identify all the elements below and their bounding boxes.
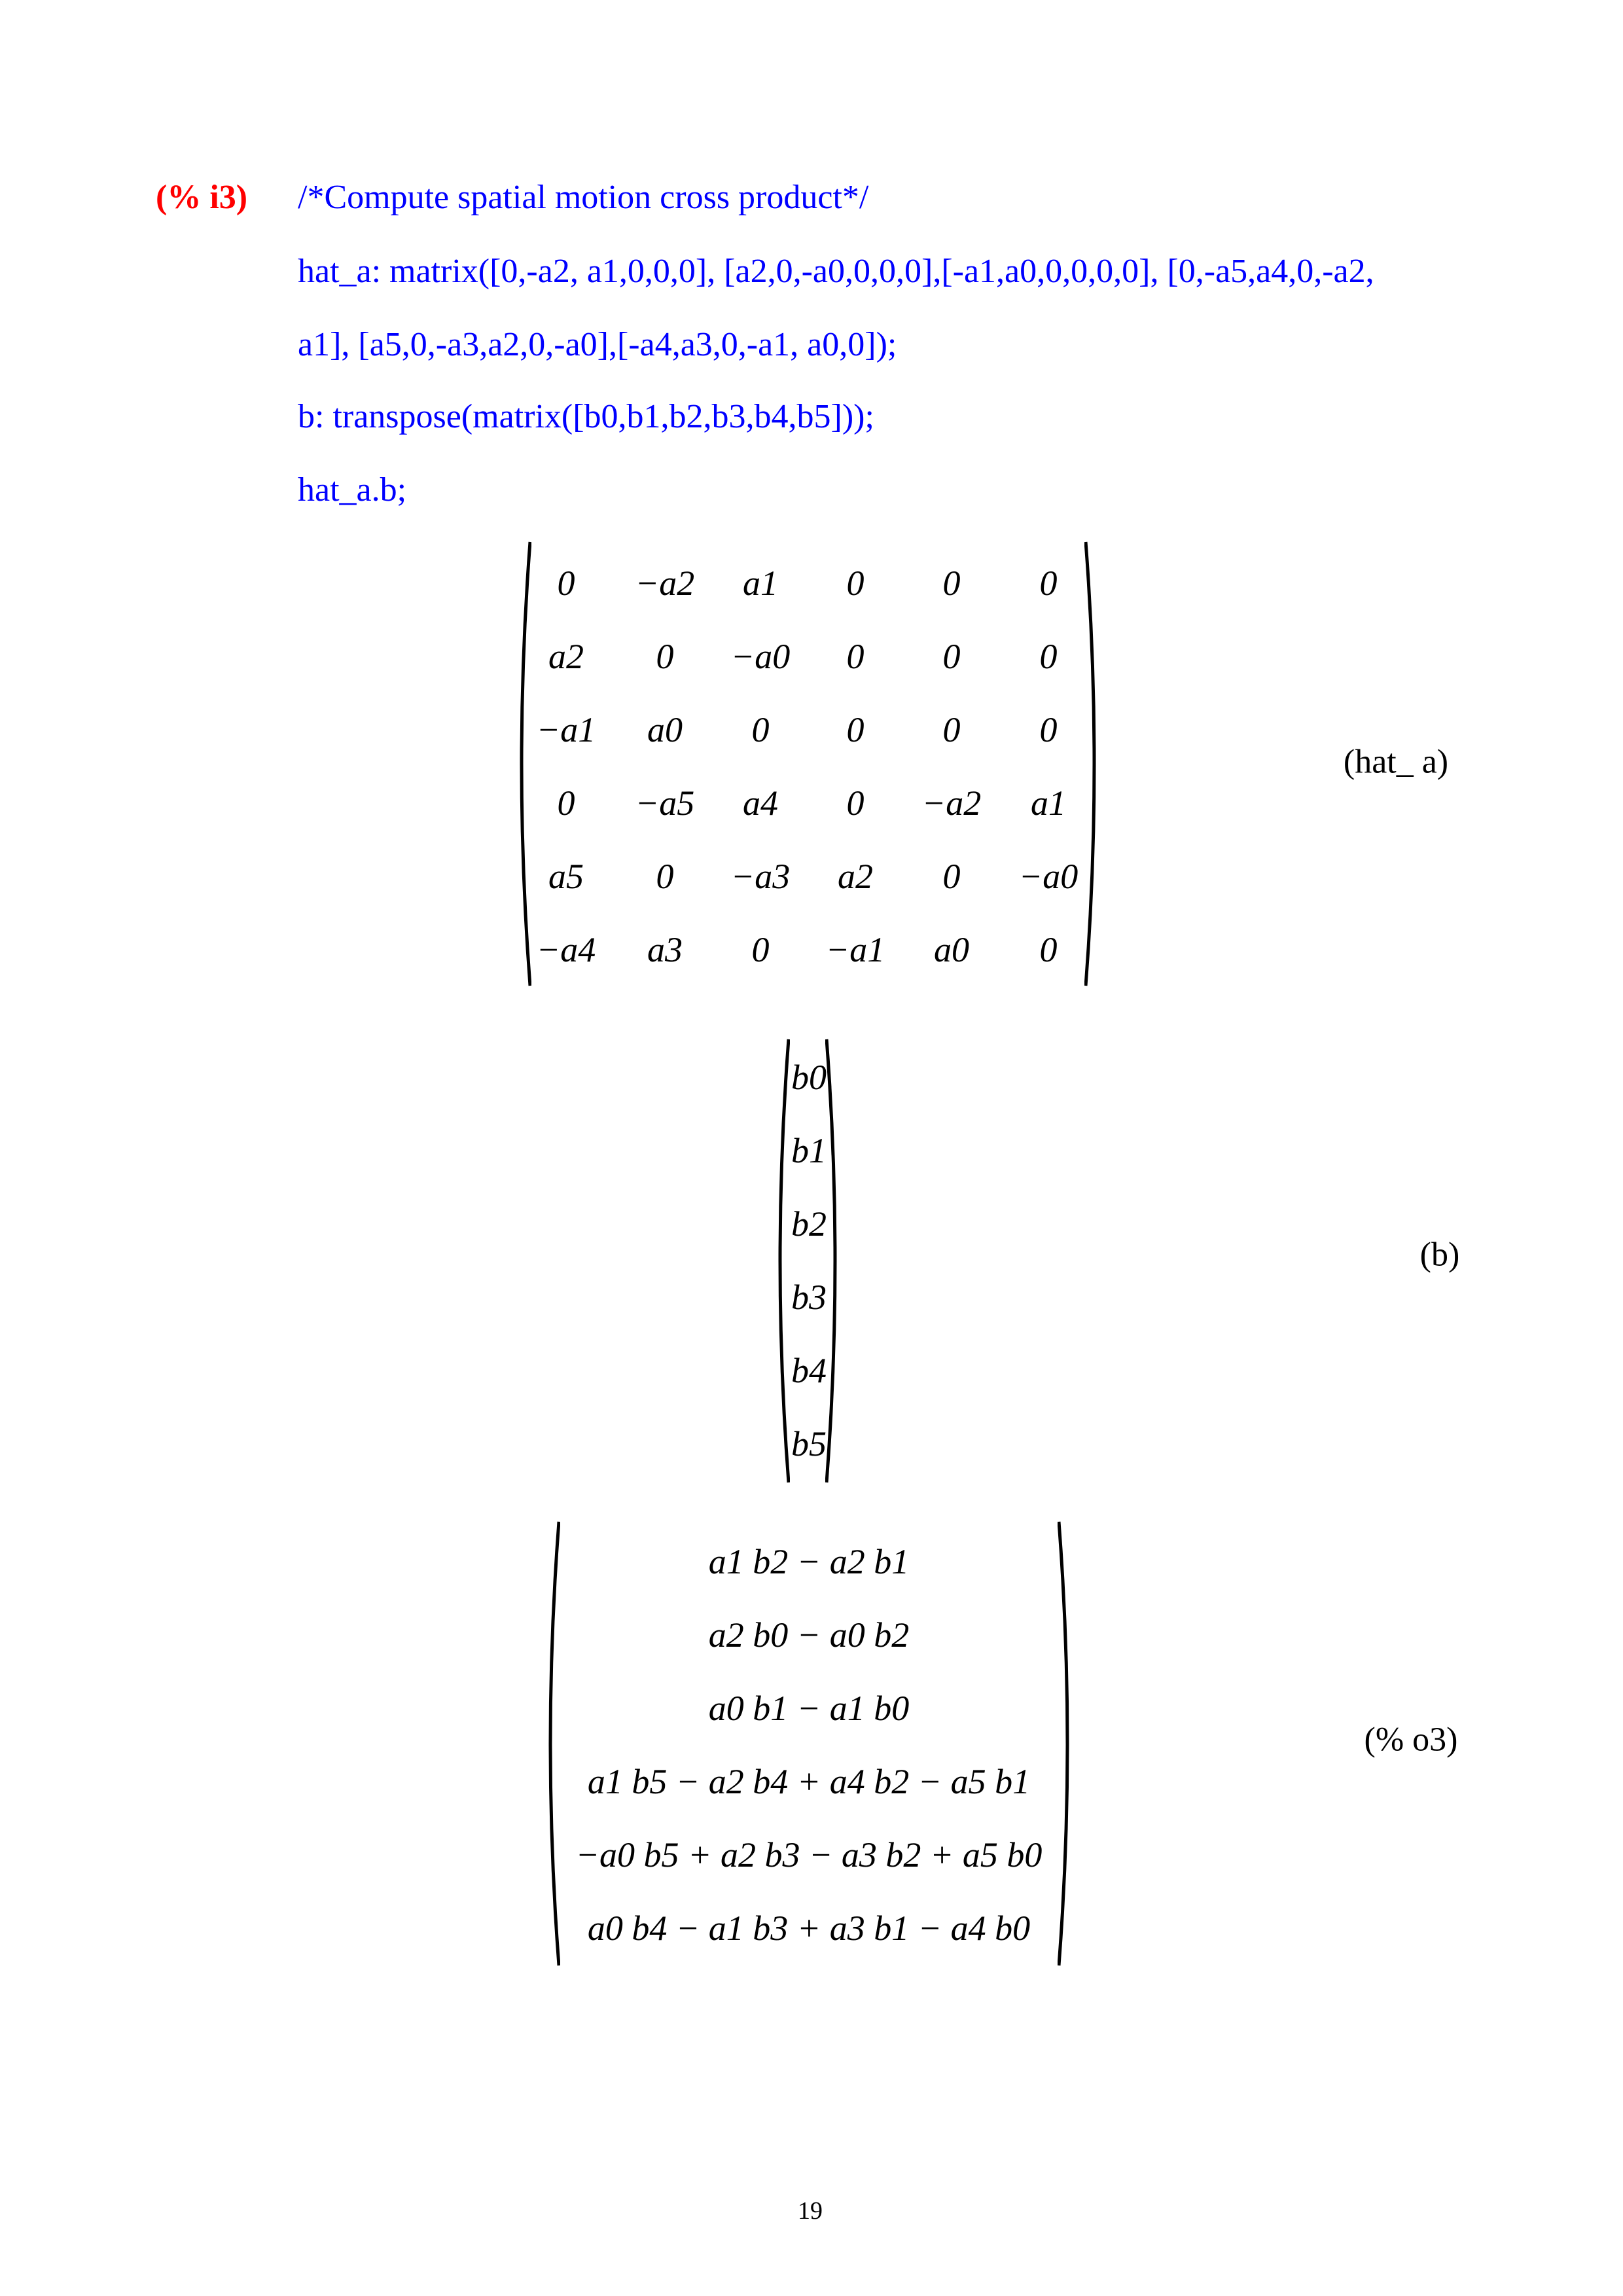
code-line-product: hat_a.b;: [298, 471, 407, 509]
matrix-cell: b3: [791, 1278, 827, 1317]
matrix-cell: 0: [1039, 930, 1058, 969]
matrix-cell: b4: [791, 1351, 827, 1390]
matrix-cell: 0: [656, 637, 674, 676]
matrix-cell: −a0 b5 + a2 b3 − a3 b2 + a5 b0: [575, 1835, 1043, 1874]
output-label: (b): [1419, 1236, 1460, 1274]
matrix-cell: b5: [791, 1424, 827, 1463]
matrix-cell: b0: [791, 1058, 827, 1097]
right-paren: [825, 1038, 845, 1484]
matrix-cell: −a1: [536, 710, 596, 749]
matrix-cell: 0: [557, 564, 575, 603]
matrix-cell: a0 b4 − a1 b3 + a3 b1 − a4 b0: [587, 1909, 1031, 1948]
code-line-hat-a-cont: a1], [a5,0,-a3,a2,0,-a0],[-a4,a3,0,-a1, a0,0]);: [298, 326, 897, 363]
output-label: (% o3): [1364, 1721, 1458, 1759]
matrix-cell: −a0: [1018, 857, 1079, 896]
matrix-cell: b1: [791, 1131, 827, 1170]
matrix-cell: a1 b2 − a2 b1: [708, 1542, 910, 1581]
right-paren: [1084, 541, 1104, 987]
matrix-cell: −a2: [635, 564, 695, 603]
left-paren: [512, 541, 531, 987]
code-line-hat-a: hat_a: matrix([0,-a2, a1,0,0,0], [a2,0,-a0,0,0,0],[-a1,a0,0,0,0,0], [0,-a5,a4,0,-a2,: [298, 253, 1374, 290]
input-label: (% i3): [156, 179, 248, 216]
matrix-cell: a1: [743, 564, 778, 603]
matrix-cell: a5: [548, 857, 584, 896]
matrix-cell: a1 b5 − a2 b4 + a4 b2 − a5 b1: [587, 1762, 1031, 1801]
matrix-cell: 0: [942, 564, 961, 603]
matrix-cell: b2: [791, 1204, 827, 1244]
matrix-cell: −a3: [730, 857, 791, 896]
matrix-cell: −a5: [635, 783, 695, 823]
matrix-cell: 0: [942, 637, 961, 676]
output-label: (hat_ a): [1343, 743, 1449, 781]
matrix-cell: 0: [1039, 637, 1058, 676]
matrix-cell: 0: [942, 710, 961, 749]
matrix-cell: −a4: [536, 930, 596, 969]
right-paren: [1058, 1520, 1077, 1967]
matrix-cell: −a0: [730, 637, 791, 676]
matrix-cell: a0: [934, 930, 969, 969]
matrix-cell: 0: [557, 783, 575, 823]
matrix-cell: a2: [838, 857, 873, 896]
matrix-cell: 0: [846, 637, 865, 676]
matrix-cell: a2 b0 − a0 b2: [708, 1615, 910, 1655]
code-line-b: b: transpose(matrix([b0,b1,b2,b3,b4,b5]));: [298, 398, 874, 435]
matrix-cell: 0: [1039, 564, 1058, 603]
matrix-cell: a0: [647, 710, 683, 749]
matrix-cell: 0: [751, 710, 770, 749]
left-paren: [770, 1038, 790, 1484]
matrix-cell: a4: [743, 783, 778, 823]
matrix-cell: a2: [548, 637, 584, 676]
matrix-cell: −a2: [921, 783, 982, 823]
matrix-cell: a1: [1031, 783, 1066, 823]
matrix-cell: 0: [846, 710, 865, 749]
left-paren: [541, 1520, 560, 1967]
matrix-cell: 0: [656, 857, 674, 896]
matrix-cell: 0: [942, 857, 961, 896]
matrix-cell: 0: [751, 930, 770, 969]
matrix-cell: 0: [846, 564, 865, 603]
matrix-cell: a3: [647, 930, 683, 969]
matrix-cell: 0: [1039, 710, 1058, 749]
matrix-cell: 0: [846, 783, 865, 823]
matrix-cell: −a1: [825, 930, 885, 969]
page-number: 19: [798, 2197, 823, 2225]
matrix-cell: a0 b1 − a1 b0: [708, 1689, 910, 1728]
code-line-comment: /*Compute spatial motion cross product*/: [298, 179, 869, 216]
